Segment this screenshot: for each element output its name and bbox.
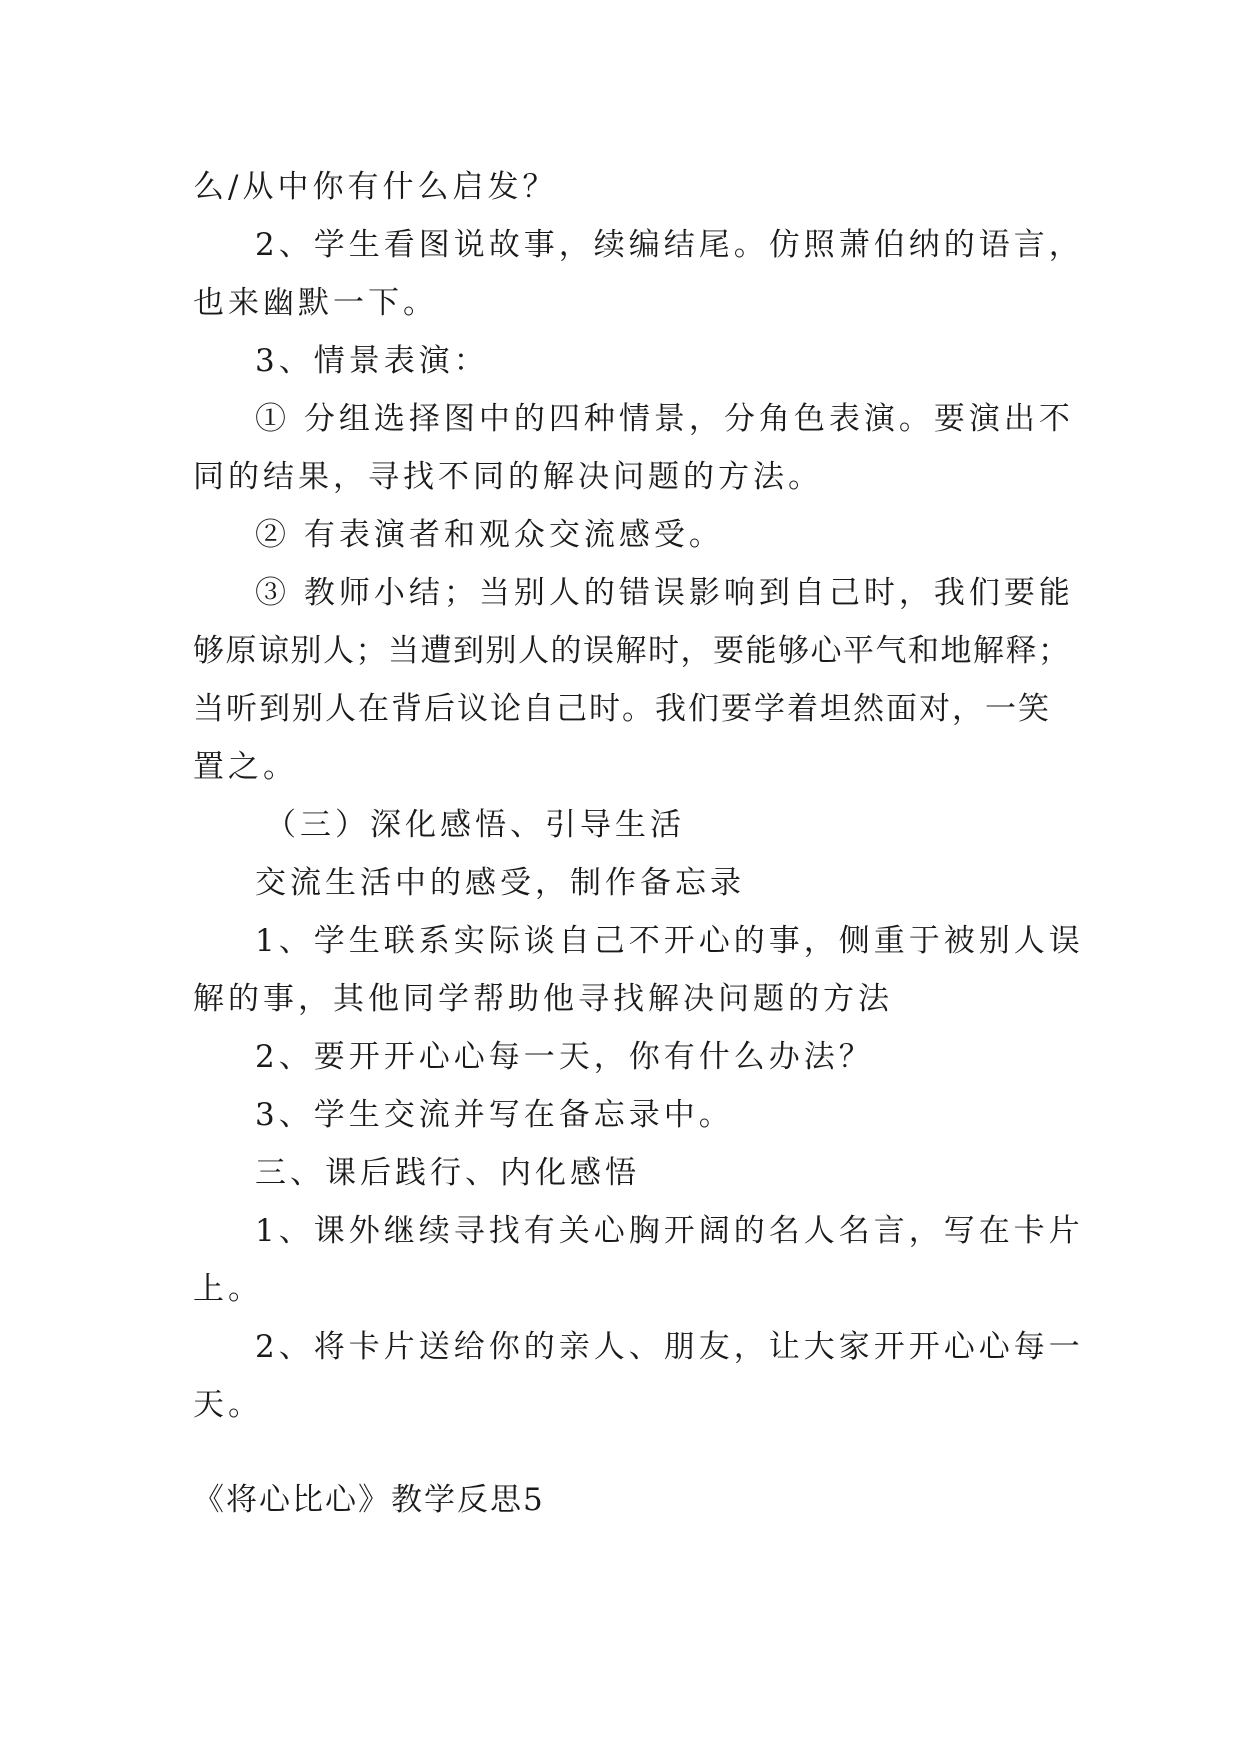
text-line: ② 有表演者和观众交流感受。: [255, 517, 724, 553]
text-line: 么/从中你有什么启发？: [193, 169, 558, 205]
document-title: 《将心比心》教学反思5: [193, 1482, 545, 1518]
text-line: 置之。: [193, 749, 298, 785]
text-line: 2、将卡片送给你的亲人、朋友，让大家开开心心每一: [255, 1329, 1084, 1365]
text-line: 1、学生联系实际谈自己不开心的事，侧重于被别人误: [255, 923, 1084, 959]
text-line: 交流生活中的感受，制作备忘录: [255, 865, 745, 901]
text-line: 解的事，其他同学帮助他寻找解决问题的方法: [193, 981, 893, 1017]
text-line: 2、学生看图说故事，续编结尾。仿照萧伯纳的语言，: [255, 227, 1084, 263]
text-line: 也来幽默一下。: [193, 285, 438, 321]
text-line: 同的结果，寻找不同的解决问题的方法。: [193, 459, 823, 495]
text-line: 3、情景表演：: [255, 343, 489, 379]
text-line: 2、要开开心心每一天，你有什么办法？: [255, 1039, 874, 1075]
section-heading: （三）深化感悟、引导生活: [265, 807, 685, 843]
text-line: 够原谅别人；当遭到别人的误解时，要能够心平气和地解释；: [193, 633, 1071, 669]
text-line: 3、学生交流并写在备忘录中。: [255, 1097, 734, 1133]
section-heading: 三、课后践行、内化感悟: [255, 1155, 640, 1191]
text-line: 1、课外继续寻找有关心胸开阔的名人名言，写在卡片: [255, 1213, 1084, 1249]
text-line: ① 分组选择图中的四种情景，分角色表演。要演出不: [255, 401, 1074, 437]
text-line: 天。: [193, 1387, 263, 1423]
text-line: 当听到别人在背后议论自己时。我们要学着坦然面对，一笑: [193, 691, 1051, 727]
text-line: 上。: [193, 1271, 263, 1307]
text-line: ③ 教师小结；当别人的错误影响到自己时，我们要能: [255, 575, 1074, 611]
